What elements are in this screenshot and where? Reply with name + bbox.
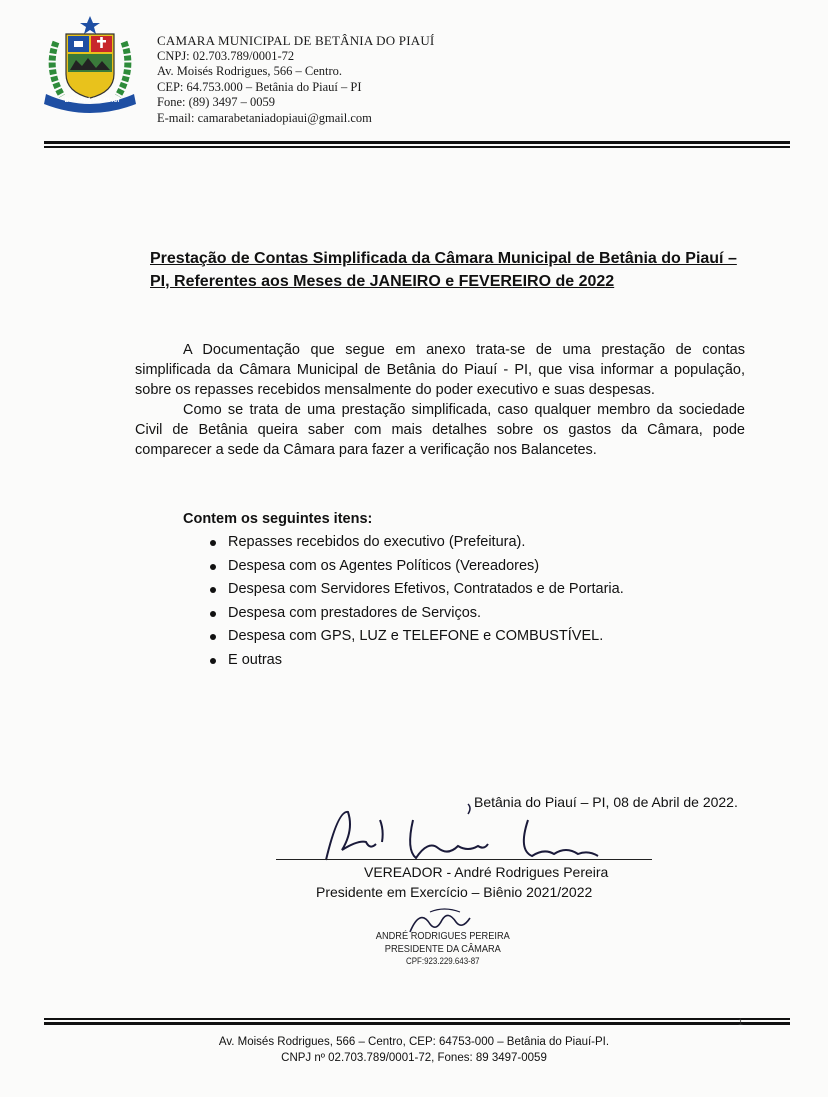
list-item: Despesa com GPS, LUZ e TELEFONE e COMBUSTÍVEL. [208,625,624,649]
place-date: Betânia do Piauí – PI, 08 de Abril de 2022. [474,794,738,810]
stamp-role: PRESIDENTE DA CÂMARA [384,942,501,955]
header-cnpj: CNPJ: 02.703.789/0001-72 [157,48,295,63]
list-item: Despesa com Servidores Efetivos, Contratados e de Portaria. [208,578,624,602]
items-heading: Contem os seguintes itens: [183,511,373,527]
footer [0,1034,828,1066]
document-body [135,340,745,460]
paragraph-2: Como se trata de uma prestação simplificada, caso qualquer membro da sociedade Civil de Betânia queira saber com mais detalhes sobre os gastos da Câmara, pode comparecer a sede da Câmara para fazer a verificação nos Balancetes. [135,402,745,458]
list-item: E outras [208,649,624,673]
header-divider [44,141,790,148]
footer-divider [44,1018,790,1025]
letterhead [157,33,434,126]
footer-address: Av. Moisés Rodrigues, 566 – Centro, CEP: 64753-000 – Betânia do Piauí-PI. [218,1036,610,1048]
document-title: Prestação de Contas Simplificada da Câmara Municipal de Betânia do Piauí – PI, Referentes aos Meses de JANEIRO e FEVEREIRO de 2022 [150,250,737,290]
header-address: Av. Moisés Rodrigues, 566 – Centro. [157,64,343,78]
list-item: Repasses recebidos do executivo (Prefeitura). [208,531,624,555]
paragraph-1: A Documentação que segue em anexo trata-se de uma prestação de contas simplificada da Câmara Municipal de Betânia do Piauí - PI, que visa informar a população, sobre os repasses recebidos mensalmente do poder executivo e suas despesas. [135,342,745,398]
header-cep: CEP: 64.753.000 – Betânia do Piauí – PI [157,79,362,94]
items-list [208,531,624,673]
header-email: E-mail: camarabetaniadopiaui@gmail.com [157,110,372,125]
footer-contact: CNPJ nº 02.703.789/0001-72, Fones: 89 3497-0059 [281,1052,547,1064]
signature-line [276,859,652,860]
org-name: CAMARA MUNICIPAL DE BETÂNIA DO PIAUÍ [157,33,435,48]
list-item: Despesa com os Agentes Políticos (Vereadores) [208,555,624,579]
official-stamp [368,930,518,968]
signer-name: VEREADOR - André Rodrigues Pereira [364,864,609,880]
signer-role: Presidente em Exercício – Biênio 2021/2022 [316,884,593,900]
list-item: Despesa com prestadores de Serviços. [208,602,624,626]
page-number: 1 [738,1017,744,1027]
stamp-name: ANDRÉ RODRIGUES PEREIRA [375,930,510,942]
stamp-cpf: CPF:923.229.643-87 [406,956,480,966]
logo-ribbon-text: BETÂNIA DO PIAUÍ [64,98,120,104]
header-phone: Fone: (89) 3497 – 0059 [157,95,276,109]
